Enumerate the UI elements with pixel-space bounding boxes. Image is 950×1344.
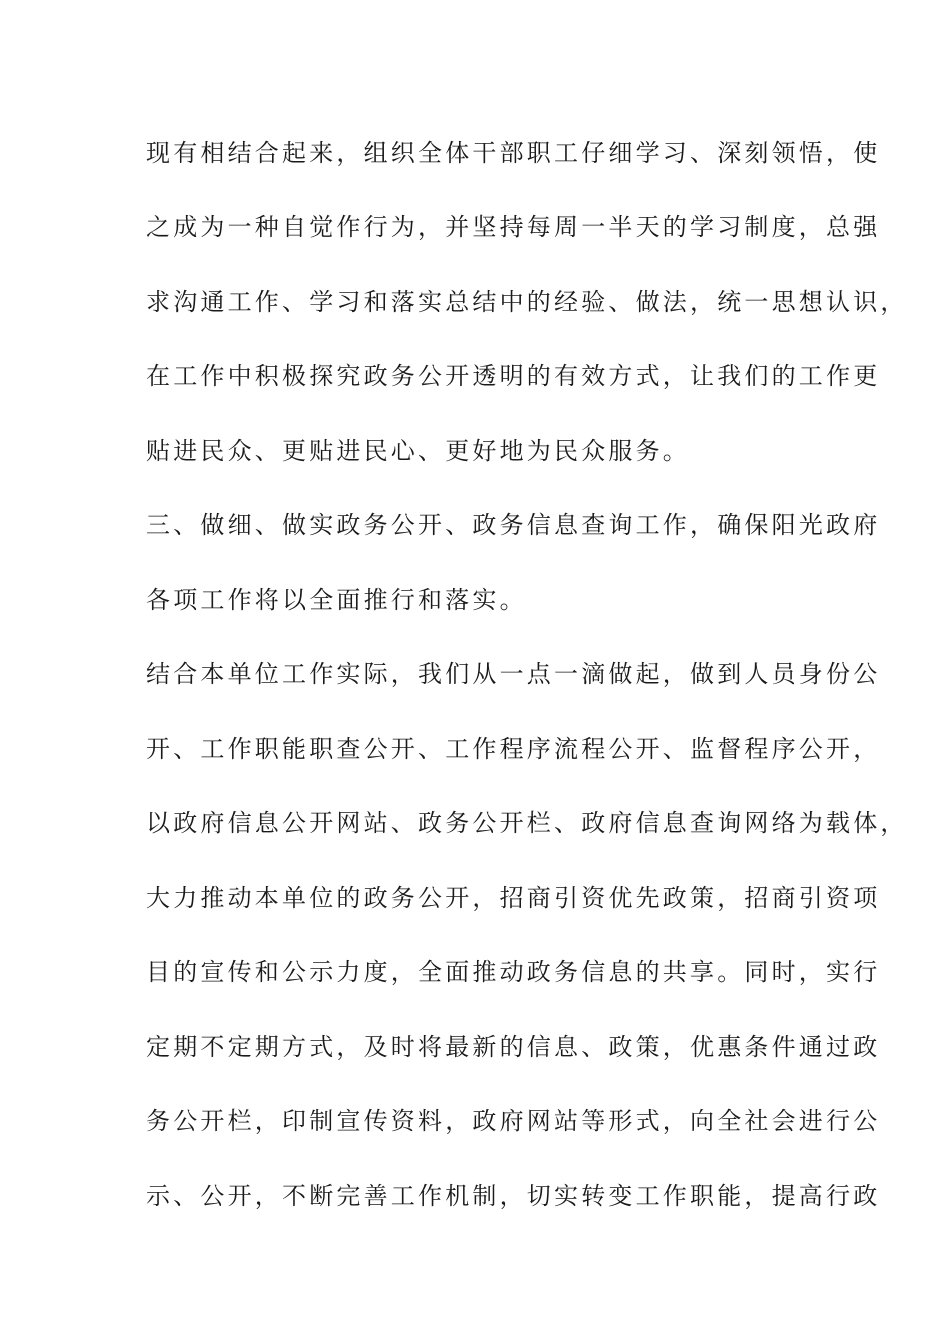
text-line: 以政府信息公开网站、政务公开栏、政府信息查询网络为载体， xyxy=(146,809,908,837)
text-line: 定期不定期方式，及时将最新的信息、政策，优惠条件通过政 xyxy=(146,1033,881,1061)
text-line: 现有相结合起来，组织全体干部职工仔细学习、深刻领悟，使 xyxy=(146,139,881,167)
section-heading-line: 三、做细、做实政务公开、政务信息查询工作，确保阳光政府 xyxy=(146,511,881,539)
text-line: 目的宣传和公示力度，全面推动政务信息的共享。同时，实行 xyxy=(146,958,881,986)
text-line: 求沟通工作、学习和落实总结中的经验、做法，统一思想认识， xyxy=(146,288,908,316)
text-line: 在工作中积极探究政务公开透明的有效方式，让我们的工作更 xyxy=(146,362,881,390)
text-line: 大力推动本单位的政务公开，招商引资优先政策，招商引资项 xyxy=(146,884,881,912)
text-line: 贴进民众、更贴进民心、更好地为民众服务。 xyxy=(146,437,690,465)
text-line: 务公开栏，印制宣传资料，政府网站等形式，向全社会进行公 xyxy=(146,1107,881,1135)
section-heading-line: 各项工作将以全面推行和落实。 xyxy=(146,586,527,614)
text-line: 结合本单位工作实际，我们从一点一滴做起，做到人员身份公 xyxy=(146,660,881,688)
text-line: 之成为一种自觉作行为，并坚持每周一半天的学习制度，总强 xyxy=(146,213,881,241)
text-line: 示、公开，不断完善工作机制，切实转变工作职能，提高行政 xyxy=(146,1182,881,1210)
text-line: 开、工作职能职查公开、工作程序流程公开、监督程序公开， xyxy=(146,735,881,763)
